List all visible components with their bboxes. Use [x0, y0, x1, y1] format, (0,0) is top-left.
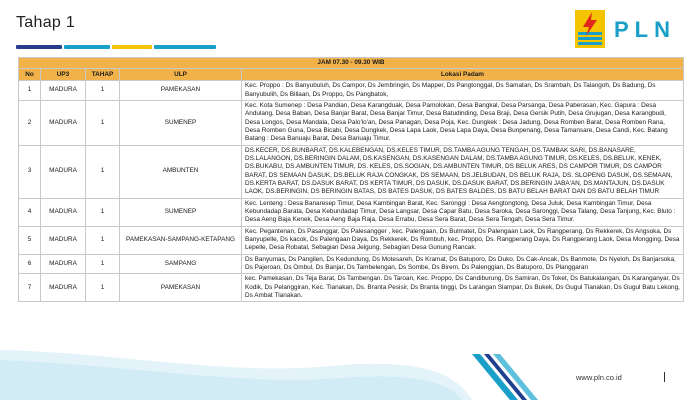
- cell-lokasi-padam: DS.KECER, DS.BUNBARAT, DS.KALEBENGAN, DS.KELES TIMUR, DS.TAMBA AGUNG TENGAH, DS.TAMBAK SARI, DS.BANASARE, DS.LALANGON, DS.BERINGIN DALAM, DS.KASENGAN, DS.KASENGAN DALAM, DS.TAMBA AGUNG TIMUR, DS.KELES, DS.BELUK, KENEK, DS.BUKABU, DS.AMBUNTEN TIMUR, DS. KELES, DS.SOGIAN, DS.AMBUNTEN TIMUR, DS BELUK ARES, DS CAMPOR TIMUR, DS CAMPOR BARAT, DS SEMAAN DASUK, DS.BELUK RAJA CONGKAK, DS SEMAAN, DS.JELBUDAN, DS BELUK RAJA, DS. SLOPENG DASUK, DS.SEMAAN, DS.KERTA BARAT, DS.DASUK BARAT, DS KERTA TIMUR, DS DASUK, DS.DASUK BARAT, DS.BERINGIN JABA'AN, DS.MANTAJUN, DS.DASUK LAOK, DS.BERINGIN, DS BERINGIN BATAS, DS BATES DASUK, DS BATES BALDES, DS BATU BELAH BARAT DAN DS BATU BELAH TIMUR: [242, 145, 684, 198]
- cell-no: 1: [19, 81, 41, 101]
- cell-up3: MADURA: [41, 81, 86, 101]
- cell-up3: MADURA: [41, 145, 86, 198]
- cell-tahap: 1: [86, 81, 120, 101]
- cell-lokasi-padam: kec. Pamekasan, Ds Teja Barat, Ds Tambengan. Ds Taroan, Kec. Proppo, Ds Candiburung, Ds Samiran, Ds Toket, Ds Batukalangan, Ds Karanganyar, Ds Kodik, Ds Pelanggiran, Kec. Tlanakan, Ds. Branta Pesisir, Ds Branta tinggi, Ds Larangan Slampar, Ds Bukek, Ds Gugul Tlanakan, Ds Gugul Batu Lekong, Ds Ambat Tlanakan.: [242, 274, 684, 302]
- cell-no: 6: [19, 254, 41, 274]
- cell-no: 7: [19, 274, 41, 302]
- cell-tahap: 1: [86, 226, 120, 254]
- column-header-no: No: [19, 69, 41, 81]
- cell-lokasi-padam: Kec. Kota Sumenep : Desa Pandian, Desa Karangduak, Desa Pamolokan, Desa Bangkal, Desa Parsanga, Desa Paberasan, Kec. Gapura : Desa Andulang, Desa Baban, Desa Banjar Barat, Desa Banjar Timur, Desa Batudinding, Desa Braji, Desa Gersik Putih, Desa Grujugan, Desa Karangbudi, Desa Longos, Desa Mandala, Desa Palo'lo'an, Desa Panagan, Desa Poja, Kec. Dungkek : Desa Jadung, Desa Romben Barat, Desa Romben Rana, Desa Romben Guna, Desa Bicabi, Desa Dungkek, Desa Lapa Laok, Desa Lapa Daya, Desa Bunpenang, Desa Tamansare, Desa Candi, Kec. Batang Batang : Desa Banuaju Barat, Desa Banuaju Timur.: [242, 100, 684, 145]
- cell-no: 3: [19, 145, 41, 198]
- brand-wordmark: PLN: [614, 17, 676, 42]
- cell-up3: MADURA: [41, 100, 86, 145]
- cell-lokasi-padam: Ds Banyumas, Ds Pangilen, Ds Kedundung, Ds Motesareh, Ds Kramat, Ds Batuporo, Ds Duko, Ds Cak-Ancak, Ds Banmote, Ds Nyeloh, Ds Banjarsoka, Ds Pajeroan, Ds Ombul, Ds Banjar, Ds Tambelengan, Ds Sombe, Ds Birem, Ds Palenggian, Ds Batuporo, Ds Planggaran: [242, 254, 684, 274]
- cell-ulp: PAMEKASAN: [120, 81, 242, 101]
- cell-tahap: 1: [86, 145, 120, 198]
- time-window-label: JAM 07.30 - 09.30 WIB: [19, 58, 684, 69]
- cell-no: 5: [19, 226, 41, 254]
- cell-ulp: SAMPANG: [120, 254, 242, 274]
- cell-tahap: 1: [86, 254, 120, 274]
- cell-up3: MADURA: [41, 226, 86, 254]
- footer-url[interactable]: www.pln.co.id: [576, 373, 622, 382]
- cell-up3: MADURA: [41, 198, 86, 226]
- column-header-ulp: ULP: [120, 69, 242, 81]
- column-header-tahap: TAHAP: [86, 69, 120, 81]
- cell-up3: MADURA: [41, 254, 86, 274]
- column-header-up3: UP3: [41, 69, 86, 81]
- cell-no: 4: [19, 198, 41, 226]
- cell-tahap: 1: [86, 100, 120, 145]
- cell-tahap: 1: [86, 198, 120, 226]
- cell-lokasi-padam: Kec. Lenteng : Desa Banaresep Timur, Desa Kambingan Barat, Kec. Saronggi : Desa Aengtongtong, Desa Juluk, Desa Kambingan Timur, Desa Kebundadap Barata, Desa Kebundadap Timur, Desa Langsar, Desa Capar Batu, Desa Saroka, Desa Saronggi, Desa Talang, Desa Tanjung, Kec. Bluto : Desa Aeng Baja Kenek, Desa Aeng Baja Raja, Desa Errabu, Desa Sera Barat, Desa Sera Tengah, Desa Sera Timur.: [242, 198, 684, 226]
- cell-ulp: PAMEKASAN-SAMPANG-KETAPANG: [120, 226, 242, 254]
- cell-lokasi-padam: Kec. Pegantenan, Ds Pasanggar, Ds Palesangger , kec. Palengaan, Ds Bulmatet, Ds Palengaan Laok, Ds Rangperang, Ds Rekkerek, Ds Angsoka, Ds Banyupelle, Ds kacok, Ds Palengaan Daya, Ds Rekkerek, Ds Rombuh, kec. Proppo, Ds. Rangperang Daya, Ds Rangperang Laok, Desa Mongging, Desa Lepelle, Desa Robatal, Sebagian Desa Jelgung, Sebagian Desa Gunung Rancak.: [242, 226, 684, 254]
- cell-tahap: 1: [86, 274, 120, 302]
- cell-lokasi-padam: Kec. Proppo : Ds Banyubuluh, Ds Campor, Ds Jembringin, Ds Mapper, Ds Pangtonggal, Ds Samatan, Ds Srambah, Ds Talangoh, Ds Badung, Ds Banyubulih, Ds Billaan, Ds Proppo, Ds Pangbatok,: [242, 81, 684, 101]
- cell-ulp: SUMENEP: [120, 100, 242, 145]
- cell-ulp: SUMENEP: [120, 198, 242, 226]
- page-title: Tahap 1: [16, 14, 76, 31]
- footer-separator: [664, 372, 665, 382]
- cell-no: 2: [19, 100, 41, 145]
- cell-up3: MADURA: [41, 274, 86, 302]
- cell-ulp: AMBUNTEN: [120, 145, 242, 198]
- column-header-lokasi-padam: Lokasi Padam: [242, 69, 684, 81]
- cell-ulp: PAMEKASAN: [120, 274, 242, 302]
